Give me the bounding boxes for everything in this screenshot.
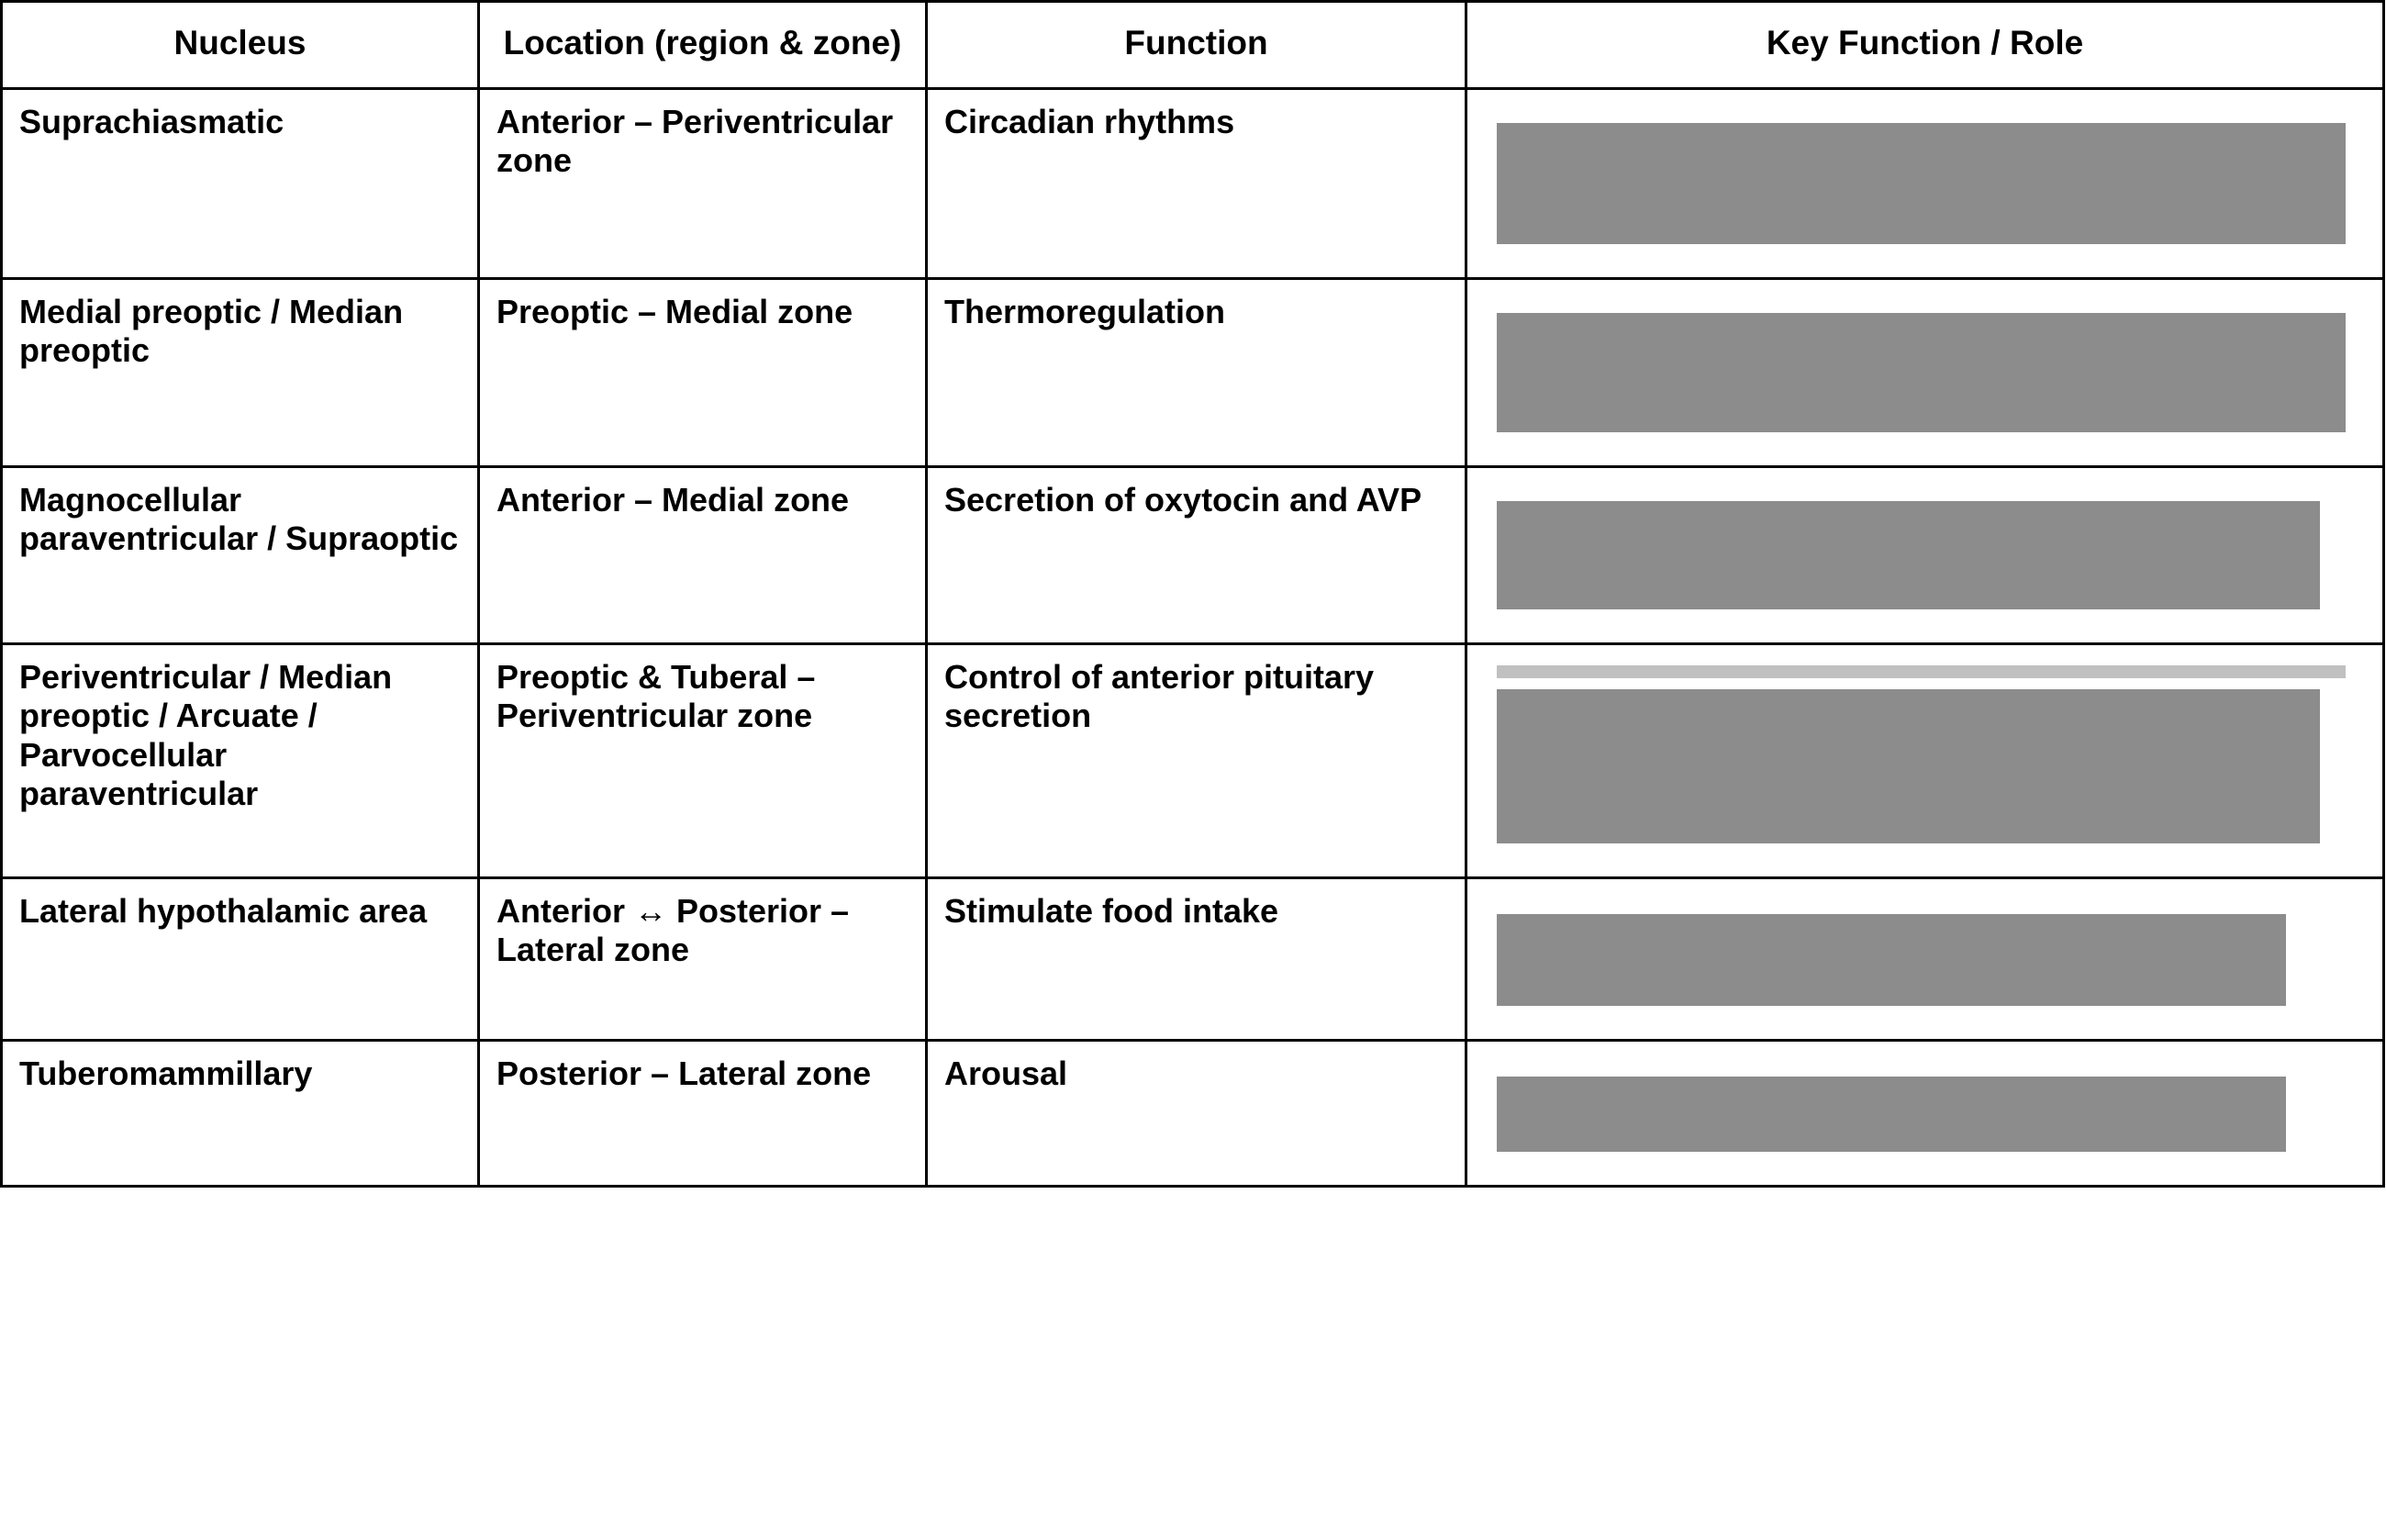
cell-function: Arousal bbox=[927, 1040, 1466, 1186]
column-header-function: Function bbox=[927, 2, 1466, 89]
redaction-partial-line bbox=[1497, 665, 2346, 678]
table-row bbox=[2, 643, 2384, 877]
cell-nucleus: Tuberomammillary bbox=[2, 1040, 479, 1186]
cell-key-role bbox=[1466, 278, 2384, 466]
redaction-block bbox=[1497, 1077, 2286, 1152]
cell-location: Posterior – Lateral zone bbox=[479, 1040, 927, 1186]
cell-nucleus: Lateral hypothalamic area bbox=[2, 877, 479, 1040]
cell-function: Circadian rhythms bbox=[927, 88, 1466, 278]
cell-key-role bbox=[1466, 88, 2384, 278]
cell-location: Anterior – Periventricular zone bbox=[479, 88, 927, 278]
cell-function: Thermoregulation bbox=[927, 278, 1466, 466]
table-row bbox=[2, 466, 2384, 643]
redaction-block bbox=[1497, 914, 2286, 1006]
cell-location: Anterior – Medial zone bbox=[479, 466, 927, 643]
redaction-block bbox=[1497, 313, 2346, 432]
cell-nucleus: Magnocellular paraventricular / Supraoptic bbox=[2, 466, 479, 643]
redaction-block bbox=[1497, 501, 2320, 609]
cell-location: Anterior ↔ Posterior – Lateral zone bbox=[479, 877, 927, 1040]
cell-key-role bbox=[1466, 877, 2384, 1040]
cell-nucleus: Medial preoptic / Median preoptic bbox=[2, 278, 479, 466]
column-header-location: Location (region & zone) bbox=[479, 2, 927, 89]
cell-key-role bbox=[1466, 466, 2384, 643]
cell-key-role bbox=[1466, 1040, 2384, 1186]
table-body bbox=[2, 88, 2384, 1186]
table-row bbox=[2, 88, 2384, 278]
cell-location: Preoptic & Tuberal – Periventricular zone bbox=[479, 643, 927, 877]
cell-function: Secretion of oxytocin and AVP bbox=[927, 466, 1466, 643]
cell-key-role bbox=[1466, 643, 2384, 877]
table-header-row bbox=[2, 2, 2384, 89]
column-header-key-role: Key Function / Role bbox=[1466, 2, 2384, 89]
cell-nucleus: Periventricular / Median preoptic / Arcuate / Parvocellular paraventricular bbox=[2, 643, 479, 877]
cell-function: Stimulate food intake bbox=[927, 877, 1466, 1040]
cell-location: Preoptic – Medial zone bbox=[479, 278, 927, 466]
table-row bbox=[2, 877, 2384, 1040]
column-header-nucleus: Nucleus bbox=[2, 2, 479, 89]
cell-nucleus: Suprachiasmatic bbox=[2, 88, 479, 278]
cell-function: Control of anterior pituitary secretion bbox=[927, 643, 1466, 877]
redaction-block bbox=[1497, 689, 2320, 843]
table-row bbox=[2, 278, 2384, 466]
table-row bbox=[2, 1040, 2384, 1186]
table-header bbox=[2, 2, 2384, 89]
redaction-block bbox=[1497, 123, 2346, 244]
